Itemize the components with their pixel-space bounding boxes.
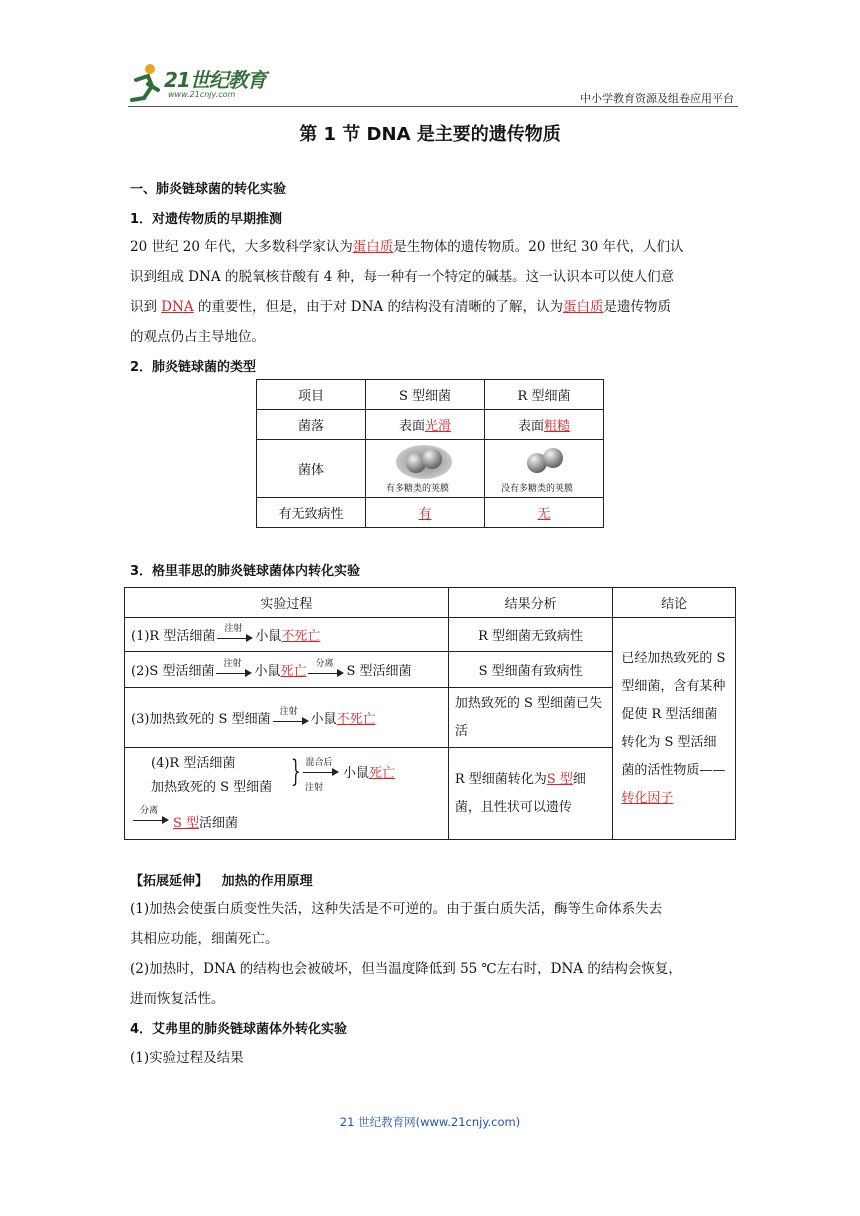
table-header: 结论 (613, 588, 736, 618)
para-line: 识到组成 DNA 的脱氧核苷酸有 4 种，每一种有一个特定的碱基。这一认识本可以使人们意 (130, 269, 675, 285)
para-line: 识到 DNA 的重要性，但是，由于对 DNA 的结构没有清晰的了解，认为蛋白质是遗传物质 (130, 299, 671, 315)
para-line: 20 世纪 20 年代，大多数科学家认为蛋白质是生物体的遗传物质。20 世纪 30 年代，人们认 (130, 239, 684, 255)
image-caption: 有多糖类的荚膜 (386, 483, 450, 494)
answer-text: DNA (161, 299, 194, 315)
answer-text: 蛋白质 (562, 299, 604, 315)
subheading-4: 4．艾弗里的肺炎链球菌体外转化实验 (130, 1022, 348, 1037)
result-cell: 加热致死的 S 型细菌已失活 (448, 688, 612, 748)
table-cell: 表面光滑 (366, 410, 485, 440)
table-header-row (125, 588, 736, 618)
experiment-step: (2)S 型活细菌 注射 小鼠死亡 分离 S 型活细菌 (125, 652, 449, 688)
header-divider (128, 106, 738, 107)
table-row (257, 498, 604, 528)
arrow-icon: 分离 (308, 665, 344, 679)
runner-logo-icon (128, 62, 162, 102)
s-bacteria-image-cell (366, 440, 485, 498)
answer-text: 粗糙 (544, 419, 571, 434)
result-cell: R 型细菌无致病性 (448, 618, 612, 652)
footer-link[interactable]: 21 世纪教育网(www.21cnjy.com) (339, 1115, 521, 1129)
answer-text: 转化因子 (621, 790, 674, 806)
logo-text: 21世纪教育 (164, 68, 266, 92)
result-cell: R 型细菌转化为S 型细菌，且性状可以遗传 (448, 748, 612, 840)
para-line: 进而恢复活性。 (130, 991, 225, 1007)
table-row (257, 440, 604, 498)
arrow-icon: 注射 (217, 630, 253, 644)
answer-text: 无 (537, 507, 551, 522)
subheading-1: 1．对遗传物质的早期推测 (130, 212, 283, 227)
section-heading: 一、肺炎链球菌的转化实验 (130, 182, 287, 197)
answer-text: S 型 (546, 771, 573, 787)
bacteria-type-table (256, 379, 604, 528)
answer-text: 不死亡 (281, 629, 321, 644)
table-header: 结果分析 (448, 588, 612, 618)
subheading-2: 2．肺炎链球菌的类型 (130, 360, 257, 375)
para-line: 的观点仍占主导地位。 (130, 329, 265, 345)
subheading-3: 3．格里菲思的肺炎链球菌体内转化实验 (130, 564, 361, 579)
logo-url: www.21cnjy.com (168, 90, 236, 99)
site-logo (128, 62, 278, 106)
experiment-step: (4)R 型活细菌 加热致死的 S 型细菌 } 混合后 注射 小鼠死亡 分离 S 型活细菌 (125, 748, 449, 840)
para-line: 其相应功能，细菌死亡。 (130, 931, 279, 947)
arrow-icon: 混合后 (303, 764, 339, 778)
table-cell: 菌落 (257, 410, 366, 440)
answer-text: 光滑 (425, 419, 452, 434)
table-cell: 有无致病性 (257, 498, 366, 528)
answer-text: S 型 (173, 815, 200, 831)
table-cell (366, 498, 485, 528)
table-cell: 表面粗糙 (485, 410, 604, 440)
answer-text: 蛋白质 (352, 239, 394, 255)
table-cell (485, 498, 604, 528)
r-bacteria-image (491, 443, 597, 495)
s-bacteria-image (372, 443, 478, 495)
subheading-4-1: (1)实验过程及结果 (130, 1050, 244, 1066)
page-title: 第 1 节 DNA 是主要的遗传物质 (299, 124, 561, 145)
platform-name: 中小学教育资源及组卷应用平台 (580, 92, 734, 105)
table-header-row (257, 380, 604, 410)
experiment-step: (3)加热致死的 S 型细菌 注射 小鼠不死亡 (125, 688, 449, 748)
arrow-icon: 注射 (273, 713, 309, 727)
result-cell: S 型细菌有致病性 (448, 652, 612, 688)
table-header: R 型细菌 (485, 380, 604, 410)
brace-icon: } (291, 753, 301, 789)
table-header: S 型细菌 (366, 380, 485, 410)
table-row (257, 410, 604, 440)
answer-text: 不死亡 (336, 712, 376, 727)
r-bacteria-image-cell (485, 440, 604, 498)
table-cell: 菌体 (257, 440, 366, 498)
paragraph-early-hypothesis (130, 232, 736, 352)
table-header: 项目 (257, 380, 366, 410)
extension-heading: 【拓展延伸】 加热的作用原理 (130, 874, 313, 889)
experiment-step: (1)R 型活细菌 注射 小鼠不死亡 (125, 618, 449, 652)
conclusion-cell: 已经加热致死的 S 型细菌，含有某种促使 R 型活细菌转化为 S 型活细菌的活性物质——转化因子 (613, 618, 736, 840)
para-line: (1)加热会使蛋白质变性失活，这种失活是不可逆的。由于蛋白质失活，酶等生命体系失去 (130, 901, 663, 917)
answer-text: 有 (418, 507, 432, 522)
answer-text: 死亡 (280, 664, 307, 679)
image-caption: 没有多糖类的荚膜 (501, 483, 574, 494)
extension-paragraph (130, 894, 736, 1014)
griffith-experiment-table (124, 587, 736, 840)
para-line: (2)加热时，DNA 的结构也会被破坏，但当温度降低到 55 ℃左右时，DNA 的结构会恢复， (130, 961, 682, 977)
table-header: 实验过程 (125, 588, 449, 618)
table-row (125, 618, 736, 652)
arrow-icon: 注射 (216, 665, 252, 679)
answer-text: 死亡 (369, 765, 396, 781)
arrow-icon: 分离 (133, 812, 169, 826)
